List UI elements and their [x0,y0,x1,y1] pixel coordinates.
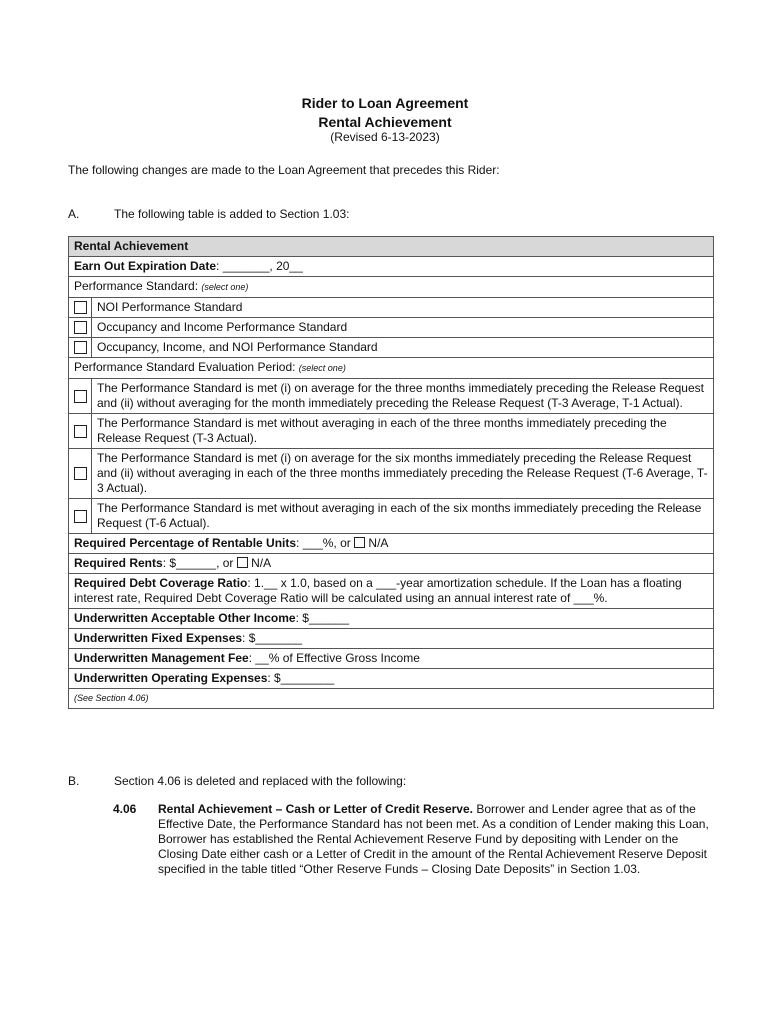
na-checkbox[interactable] [354,537,365,548]
eval-option-checkbox-cell [69,414,92,449]
earn-out-label: Earn Out Expiration Date [74,259,217,273]
fixed-expenses-value[interactable]: : $_______ [242,631,303,645]
section-406-heading: Rental Achievement – Cash or Letter of Credit Reserve. [158,802,473,816]
checkbox[interactable] [74,510,87,523]
eval-option-label: The Performance Standard is met without averaging in each of the six months immediately preceding the Release Request (T-6 Actual). [92,499,714,534]
section-b [68,774,406,788]
section-a-label: A. [68,207,80,221]
section-406 [113,802,713,877]
perf-option-label: Occupancy and Income Performance Standard [92,318,714,338]
perf-option-checkbox-cell [69,338,92,358]
required-percentage-label: Required Percentage of Rentable Units [74,536,297,550]
eval-option-label: The Performance Standard is met (i) on average for the three months immediately preceding the Release Request and (ii) without averaging for the month immediately preceding the Release Request (T-3 Average, T-1 Actual). [92,379,714,414]
section-406-body: Borrower and Lender agree that as of the Effective Date, the Performance Standard has not been met. As a condition of Lender making this Loan, Borrower has established the Rental Achievement Reserve Fund by depositing with Lender on the Closing Date either cash or a Letter of Credit in the amount of the Rental Achievement Reserve Deposit specified in the table titled “Other Reserve Funds – Closing Date Deposits” in Section 1.03. [158,802,709,876]
na-label: N/A [247,556,272,570]
other-income-row [69,609,714,629]
doc-title: Rider to Loan Agreement [301,95,469,111]
debt-coverage-label: Required Debt Coverage Ratio [74,576,248,590]
checkbox[interactable] [74,425,87,438]
earn-out-row [69,257,714,277]
perf-standard-label: Performance Standard: [74,279,202,293]
section-b-text: Section 4.06 is deleted and replaced with the following: [114,774,407,788]
perf-standard-hint: (select one) [201,282,249,292]
debt-coverage-row [69,574,714,609]
required-percentage-row [69,534,714,554]
eval-period-label: Performance Standard Evaluation Period: [74,360,299,374]
operating-expenses-row [69,669,714,689]
operating-expenses-label: Underwritten Operating Expenses [74,671,268,685]
checkbox[interactable] [74,390,87,403]
checkbox[interactable] [74,467,87,480]
revision-date: (Revised 6-13-2023) [330,130,440,144]
perf-option-label: NOI Performance Standard [92,298,714,318]
perf-option-checkbox-cell [69,318,92,338]
eval-option-checkbox-cell [69,449,92,499]
management-fee-row [69,649,714,669]
eval-period-hint: (select one) [298,363,346,373]
rental-achievement-table [68,236,714,709]
intro-text: The following changes are made to the Loan Agreement that precedes this Rider: [68,163,500,177]
required-rents-row [69,554,714,574]
perf-option-label: Occupancy, Income, and NOI Performance Standard [92,338,714,358]
checkbox[interactable] [74,341,87,354]
section-a [68,207,350,221]
eval-option-checkbox-cell [69,499,92,534]
section-406-paragraph [158,802,713,877]
section-406-number: 4.06 [113,802,137,816]
perf-option-checkbox-cell [69,298,92,318]
fixed-expenses-label: Underwritten Fixed Expenses [74,631,243,645]
fixed-expenses-row [69,629,714,649]
management-fee-value[interactable]: : __% of Effective Gross Income [248,651,420,665]
eval-option-label: The Performance Standard is met (i) on average for the six months immediately preceding the Release Request and (ii) without averaging in each of the three months immediately preceding the Release Request (T-6 Average, T-3 Actual). [92,449,714,499]
section-a-text: The following table is added to Section 1.03: [114,207,350,221]
eval-option-checkbox-cell [69,379,92,414]
other-income-label: Underwritten Acceptable Other Income [74,611,296,625]
na-checkbox[interactable] [237,557,248,568]
earn-out-value[interactable]: : _______, 20__ [216,259,303,273]
other-income-value[interactable]: : $______ [295,611,349,625]
required-percentage-value[interactable]: : ___%, or [296,536,355,550]
eval-option-label: The Performance Standard is met without averaging in each of the three months immediately preceding the Release Request (T-3 Actual). [92,414,714,449]
operating-expenses-value[interactable]: : $________ [267,671,335,685]
eval-period-row [69,358,714,379]
debt-coverage-value[interactable]: : 1.__ x 1.0, based on a ___-year amortization schedule. If the Loan has a floating interest rate, Required Debt Coverage Ratio will be calculated using an annual interest rate of ___%. [74,576,682,605]
management-fee-label: Underwritten Management Fee [74,651,249,665]
checkbox[interactable] [74,301,87,314]
checkbox[interactable] [74,321,87,334]
section-b-label: B. [68,774,80,788]
na-label: N/A [365,536,389,550]
perf-standard-row [69,277,714,298]
required-rents-value[interactable]: : $______, or [162,556,237,570]
table-header: Rental Achievement [69,237,714,257]
required-rents-label: Required Rents [74,556,163,570]
table-note: (See Section 4.06) [69,689,714,709]
doc-subtitle: Rental Achievement [318,114,452,130]
